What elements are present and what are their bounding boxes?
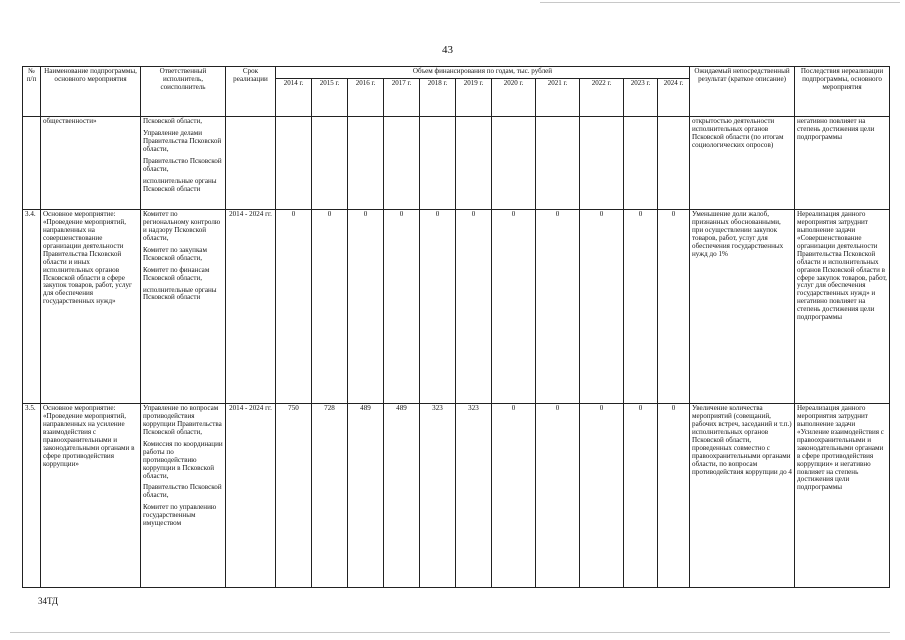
row-period: 2014 - 2024 гг.	[226, 210, 276, 404]
row-name: общественности»	[41, 117, 141, 210]
row-name: Основное мероприятие: «Проведение мероприятий, направленных на совершенствование организации деятельности Правительства Псковской области и иных исполнительных органов Псковской области в сфере закупок товаров, работ, услуг для обеспечения государственных нужд»	[41, 210, 141, 404]
header-name: Наименование подпрограммы, основного мероприятия	[41, 67, 141, 117]
row-value: 0	[624, 404, 658, 588]
row-value	[312, 117, 348, 210]
header-period: Срок реализации	[226, 67, 276, 117]
row-executors	[141, 404, 226, 588]
header-executor: Ответственный исполнитель, соисполнитель	[141, 67, 226, 117]
header-year: 2014 г.	[276, 79, 312, 117]
executor-item: Управление по вопросам противодействия коррупции Правительства Псковской области,	[143, 404, 222, 436]
row-num: 3.4.	[23, 210, 41, 404]
executor-item: Правительство Псковской области,	[143, 483, 222, 500]
executor-item: Комитет по финансам Псковской области,	[143, 265, 210, 282]
row-value: 0	[276, 210, 312, 404]
row-period: 2014 - 2024 гг.	[226, 404, 276, 588]
row-result: открытостью деятельности исполнительных органов Псковской области (по итогам социологических опросов)	[690, 117, 795, 210]
header-funding: Объем финансирования по годам, тыс. рублей	[276, 67, 690, 79]
header-year: 2015 г.	[312, 79, 348, 117]
row-value	[580, 117, 624, 210]
executor-item: Комитет по управлению государственным имуществом	[143, 503, 217, 528]
row-value	[536, 117, 580, 210]
row-value	[492, 117, 536, 210]
executor-item: исполнительные органы Псковской области	[143, 285, 217, 302]
row-value: 0	[456, 210, 492, 404]
row-value: 728	[312, 404, 348, 588]
executor-item: Псковской области,	[143, 117, 203, 125]
header-num: № п/п	[23, 67, 41, 117]
row-value	[420, 117, 456, 210]
row-value: 0	[658, 210, 690, 404]
page-number: 43	[442, 44, 453, 56]
row-value: 0	[384, 210, 420, 404]
header-year: 2019 г.	[456, 79, 492, 117]
row-executors	[141, 117, 226, 210]
header-year: 2022 г.	[580, 79, 624, 117]
row-consequences: Нереализация данного мероприятия затруднит выполнение задачи «Совершенствование организации деятельности Правительства Псковской области и исполнительных органов Псковской области в сфере закупок товаров, работ, услуг для обеспечения государственных нужд» и негативно повлияет на степень достижения цели подпрограммы	[795, 210, 890, 404]
row-num	[23, 117, 41, 210]
row-result: Уменьшение доли жалоб, признанных обоснованными, при осуществлении закупок товаров, работ, услуг для обеспечения государственных нужд до 1%	[690, 210, 795, 404]
row-value	[384, 117, 420, 210]
table-row	[23, 210, 890, 404]
scan-edge-top	[540, 2, 900, 3]
row-value: 0	[624, 210, 658, 404]
document-code: 34ТД	[38, 596, 59, 606]
executor-item: Комиссия по координации работы по противодействию коррупции в Псковской области,	[143, 439, 223, 480]
executor-item: Комитет по региональному контролю и надзору Псковской области,	[143, 210, 221, 242]
header-consequences: Последствия нереализации подпрограммы, основного мероприятия	[795, 67, 890, 117]
executor-item: Комитет по закупкам Псковской области,	[143, 245, 207, 262]
row-value: 0	[492, 210, 536, 404]
executor-item: Управление делами Правительства Псковской области,	[143, 128, 222, 153]
row-result: Увеличение количества мероприятий (совещаний, рабочих встреч, заседаний и т.п.) исполнительных органов Псковской области, проведенных совместно с правоохранительными органами области, по вопросам противодействия коррупции до 4	[690, 404, 795, 588]
row-value	[624, 117, 658, 210]
row-consequences: негативно повлияет на степень достижения цели подпрограммы	[795, 117, 890, 210]
program-activities-table	[22, 66, 890, 588]
header-year: 2020 г.	[492, 79, 536, 117]
row-value	[348, 117, 384, 210]
scan-edge-bottom	[10, 632, 890, 633]
header-year: 2017 г.	[384, 79, 420, 117]
executor-item: исполнительные органы Псковской области	[143, 176, 217, 193]
row-value: 0	[580, 210, 624, 404]
row-value: 0	[658, 404, 690, 588]
row-period	[226, 117, 276, 210]
table-row	[23, 117, 890, 210]
row-value: 489	[384, 404, 420, 588]
header-year: 2021 г.	[536, 79, 580, 117]
row-consequences: Нереализация данного мероприятия затруднит выполнение задачи «Усиление взаимодействия с правоохранительными и законодательными органами в сфере противодействия коррупции» и негативно повлияет на степень достижения цели подпрограммы	[795, 404, 890, 588]
row-value: 0	[348, 210, 384, 404]
row-value: 750	[276, 404, 312, 588]
row-value: 0	[492, 404, 536, 588]
header-result: Ожидаемый непосредственный результат (краткое описание)	[690, 67, 795, 117]
row-name: Основное мероприятие: «Проведение мероприятий, направленных на усиление взаимодействия с правоохранительными и законодательными органами в сфере противодействия коррупции»	[41, 404, 141, 588]
row-value: 0	[580, 404, 624, 588]
row-value	[456, 117, 492, 210]
row-value: 0	[420, 210, 456, 404]
row-num: 3.5.	[23, 404, 41, 588]
header-year: 2023 г.	[624, 79, 658, 117]
row-value	[276, 117, 312, 210]
header-year: 2024 г.	[658, 79, 690, 117]
executor-item: Правительство Псковской области,	[143, 156, 222, 173]
row-value: 323	[456, 404, 492, 588]
row-value	[658, 117, 690, 210]
header-year: 2016 г.	[348, 79, 384, 117]
header-year: 2018 г.	[420, 79, 456, 117]
row-value: 0	[536, 404, 580, 588]
row-value: 0	[312, 210, 348, 404]
row-value: 0	[536, 210, 580, 404]
row-executors	[141, 210, 226, 404]
row-value: 323	[420, 404, 456, 588]
table-row	[23, 404, 890, 588]
row-value: 489	[348, 404, 384, 588]
